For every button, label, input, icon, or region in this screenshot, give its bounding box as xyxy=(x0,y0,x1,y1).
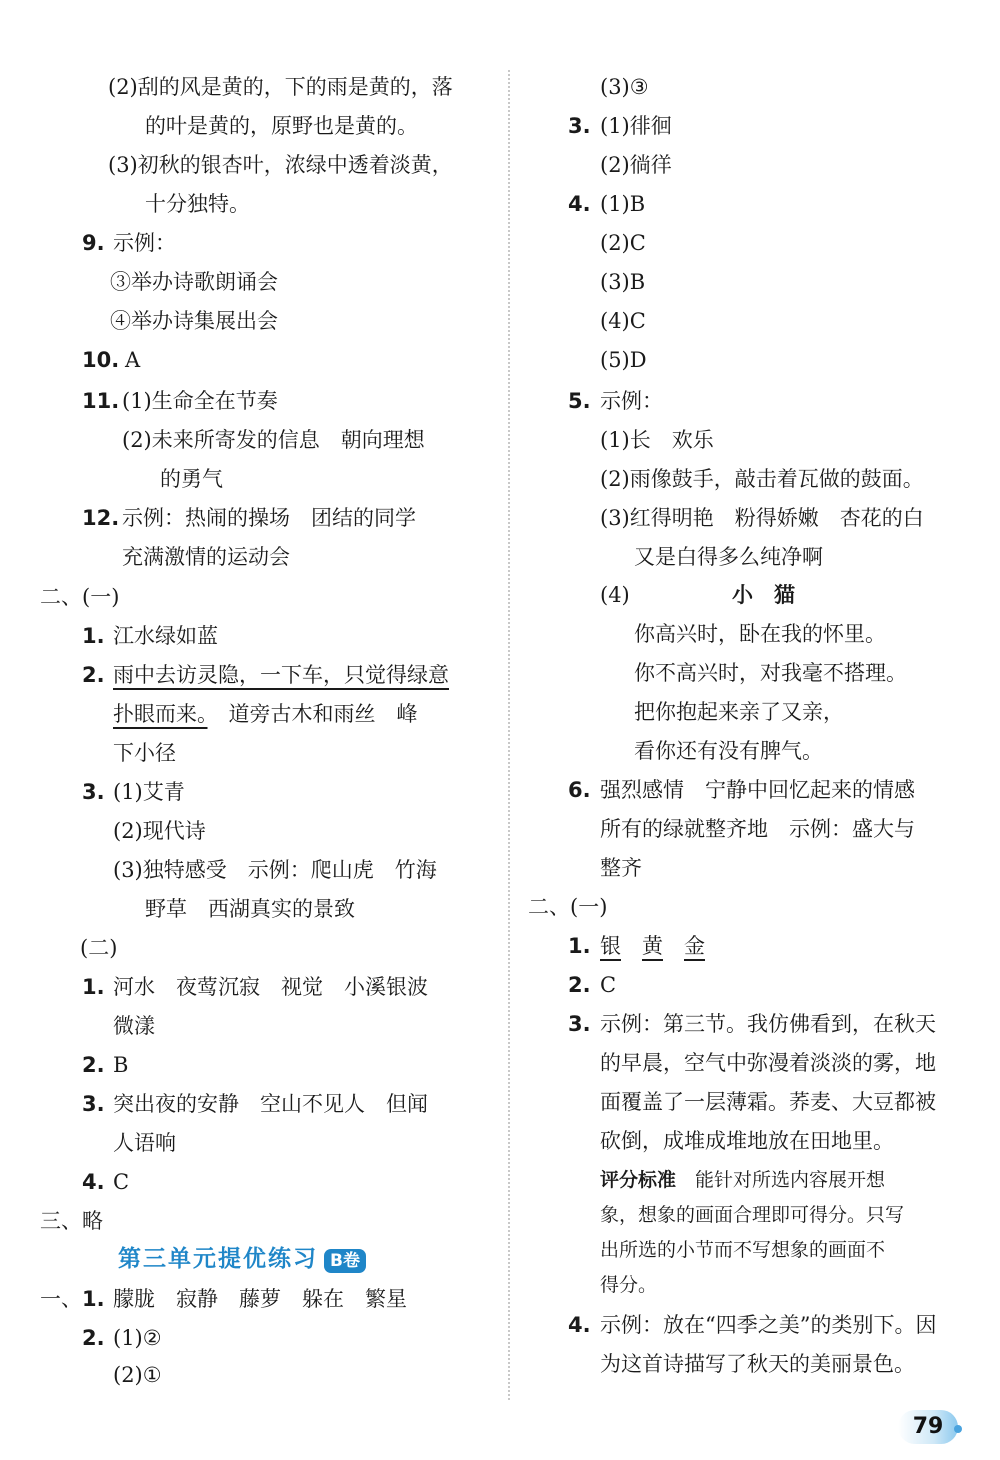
underlined-text: 银 xyxy=(600,934,621,958)
section-heading: 一、 xyxy=(40,1287,82,1311)
answer-line: 示例： xyxy=(113,231,176,255)
question-number: 6. xyxy=(568,778,591,802)
scoring-standard xyxy=(600,1165,885,1195)
answer-line xyxy=(600,931,705,961)
answer-line: (2)未来所寄发的信息 朝向理想 xyxy=(122,428,425,452)
question-number: 2. xyxy=(568,973,591,997)
answer-line: 的叶是黄的，原野也是黄的。 xyxy=(145,114,418,138)
answer-line: 又是白得多么纯净啊 xyxy=(634,545,823,569)
question-number: 1. xyxy=(82,624,105,648)
question-number: 1. xyxy=(568,934,591,958)
answer-line: (3)红得明艳 粉得娇嫩 杏花的白 xyxy=(600,506,924,530)
scoring-text: 出所选的小节而不写想象的画面不 xyxy=(600,1239,886,1261)
underlined-text: 金 xyxy=(684,934,705,958)
section-heading: 三、略 xyxy=(40,1209,103,1233)
answer-line: (1)徘徊 xyxy=(600,114,672,138)
question-number: 11. xyxy=(82,389,120,413)
answer-line: C xyxy=(600,973,617,997)
scoring-text: 能针对所选内容展开想 xyxy=(676,1169,886,1191)
page-number: 79 xyxy=(898,1410,958,1444)
answer-line: 雨中去访灵隐，一下车，只觉得绿意 xyxy=(113,663,449,687)
answer-line: (3)③ xyxy=(600,75,649,99)
poem-line: 你不高兴时，对我毫不搭理。 xyxy=(634,661,907,685)
answer-line: A xyxy=(125,348,141,372)
answer-line: 人语响 xyxy=(113,1131,176,1155)
question-number: 3. xyxy=(82,780,105,804)
answer-line: 为这首诗描写了秋天的美丽景色。 xyxy=(600,1352,915,1376)
underlined-text: 黄 xyxy=(642,934,663,958)
answer-line: 的早晨，空气中弥漫着淡淡的雾，地 xyxy=(600,1051,936,1075)
question-number: 3. xyxy=(82,1092,105,1116)
question-number: 5. xyxy=(568,389,591,413)
answer-line: (2)刮的风是黄的，下的雨是黄的，落 xyxy=(108,75,453,99)
answer-line xyxy=(113,699,418,729)
answer-line: (2)① xyxy=(113,1363,162,1387)
answer-line: 砍倒，成堆成堆地放在田地里。 xyxy=(600,1129,894,1153)
scoring-text: 得分。 xyxy=(600,1274,658,1296)
answer-line: 示例： xyxy=(600,389,663,413)
question-number: 2. xyxy=(82,1053,105,1077)
question-number: 3. xyxy=(568,114,591,138)
answer-line: 野草 西湖真实的景致 xyxy=(145,897,355,921)
answer-line: 示例：热闹的操场 团结的同学 xyxy=(122,506,416,530)
poem-line: 你高兴时，卧在我的怀里。 xyxy=(634,622,886,646)
scoring-label: 评分标准 xyxy=(600,1169,677,1191)
question-number: 4. xyxy=(82,1170,105,1194)
answer-line: 充满激情的运动会 xyxy=(122,545,290,569)
answer-line: (4) xyxy=(600,583,630,607)
question-number: 1. xyxy=(82,975,105,999)
answer-line: (3)独特感受 示例：爬山虎 竹海 xyxy=(113,858,437,882)
answer-line: (2)现代诗 xyxy=(113,819,206,843)
answer-text: 道旁古木和雨丝 峰 xyxy=(207,702,418,726)
answer-line: (1)长 欢乐 xyxy=(600,428,714,452)
poem-title: 小 猫 xyxy=(732,583,795,607)
question-number: 4. xyxy=(568,1313,591,1337)
answer-line: (2)C xyxy=(600,231,646,255)
answer-line: B xyxy=(113,1053,129,1077)
answer-line: 示例：第三节。我仿佛看到，在秋天 xyxy=(600,1012,936,1036)
answer-line: (1)艾青 xyxy=(113,780,185,804)
answer-line: ④举办诗集展出会 xyxy=(110,309,278,333)
answer-line: 河水 夜莺沉寂 视觉 小溪银波 xyxy=(113,975,428,999)
question-number: 2. xyxy=(82,1326,105,1350)
answer-line: ③举办诗歌朗诵会 xyxy=(110,270,278,294)
answer-line: 整齐 xyxy=(600,856,642,880)
question-number: 12. xyxy=(82,506,120,530)
answer-line: (1)B xyxy=(600,192,646,216)
answer-line: 突出夜的安静 空山不见人 但闻 xyxy=(113,1092,428,1116)
question-number: 4. xyxy=(568,192,591,216)
section-heading: 二、(一) xyxy=(528,895,608,919)
question-number: 3. xyxy=(568,1012,591,1036)
answer-line: 示例：放在“四季之美”的类别下。因 xyxy=(600,1313,937,1337)
answer-line: 所有的绿就整齐地 示例：盛大与 xyxy=(600,817,915,841)
answer-line: 强烈感情 宁静中回忆起来的情感 xyxy=(600,778,915,802)
answer-line: C xyxy=(113,1170,130,1194)
answer-line: 江水绿如蓝 xyxy=(113,624,218,648)
section-heading: 二、(一) xyxy=(40,585,120,609)
answer-line: (3)初秋的银杏叶，浓绿中透着淡黄， xyxy=(108,153,453,177)
answer-line: 下小径 xyxy=(113,741,176,765)
poem-line: 看你还有没有脾气。 xyxy=(634,739,823,763)
answer-line: 朦胧 寂静 藤萝 躲在 繁星 xyxy=(113,1287,407,1311)
answer-line: 十分独特。 xyxy=(145,192,250,216)
unit-title xyxy=(118,1244,366,1274)
question-number: 9. xyxy=(82,231,105,255)
question-number: 2. xyxy=(82,663,105,687)
answer-line: (2)雨像鼓手，敲击着瓦做的鼓面。 xyxy=(600,467,924,491)
b-volume-badge: B卷 xyxy=(324,1249,366,1273)
section-heading: (二) xyxy=(80,936,118,960)
answer-line: 的勇气 xyxy=(160,467,223,491)
underlined-text: 扑眼而来。 xyxy=(113,702,208,726)
unit-title-text: 第三单元提优练习 xyxy=(118,1246,318,1272)
answer-line: (1)生命全在节奏 xyxy=(122,389,278,413)
answer-line: 微漾 xyxy=(113,1014,155,1038)
answer-line: (4)C xyxy=(600,309,646,333)
page-number-dot xyxy=(954,1425,962,1433)
scoring-text: 象，想象的画面合理即可得分。只写 xyxy=(600,1204,905,1226)
answer-line: 面覆盖了一层薄霜。荞麦、大豆都被 xyxy=(600,1090,936,1114)
answer-line: (5)D xyxy=(600,348,647,372)
poem-line: 把你抱起来亲了又亲， xyxy=(634,700,844,724)
question-number: 1. xyxy=(82,1287,105,1311)
column-divider xyxy=(508,70,510,1400)
answer-line: (3)B xyxy=(600,270,646,294)
answer-line: (1)② xyxy=(113,1326,162,1350)
question-number: 10. xyxy=(82,348,120,372)
answer-line: (2)徜徉 xyxy=(600,153,672,177)
